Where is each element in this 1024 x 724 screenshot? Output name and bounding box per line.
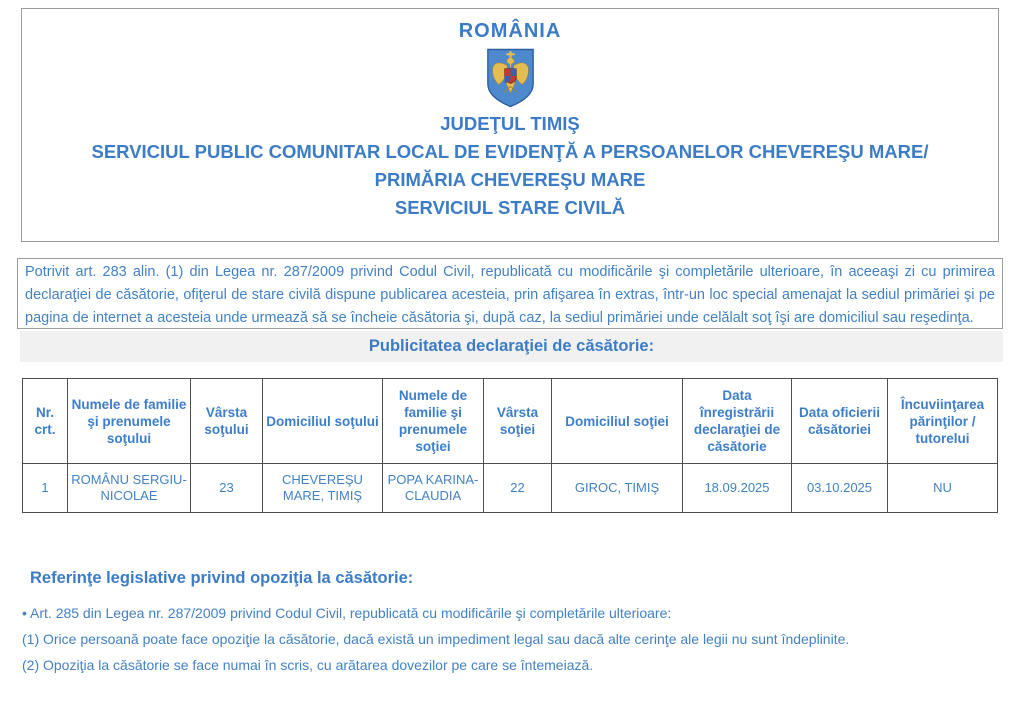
col-header-wife-age: Vârsta soţiei <box>484 379 552 464</box>
reference-item-art285: • Art. 285 din Legea nr. 287/2009 privind Codul Civil, republicată cu modificările şi completările ulterioare: <box>22 605 672 621</box>
col-header-husband-name: Numele de familie şi prenumele soţului <box>68 379 191 464</box>
header-line-service: SERVICIUL PUBLIC COMUNITAR LOCAL DE EVIDENŢĂ A PERSOANELOR CHEVEREŞU MARE/ <box>91 141 929 162</box>
country-title: ROMÂNIA <box>458 20 562 42</box>
references-list <box>22 606 849 684</box>
col-header-declaration-date: Data înregistrării declaraţiei de căsătorie <box>683 379 792 464</box>
reference-item-paragraph-2: (2) Opoziţia la căsătorie se face numai în scris, cu arătarea dovezilor pe care se întemeiază. <box>22 657 594 673</box>
romania-coat-of-arms-icon <box>22 48 998 110</box>
cell-husband-domicile: CHEVEREŞU MARE, TIMIŞ <box>263 464 383 513</box>
cell-parental-consent: NU <box>888 464 998 513</box>
col-header-nr-crt: Nr. crt. <box>23 379 68 464</box>
cell-wife-domicile: GIROC, TIMIŞ <box>552 464 683 513</box>
references-title: Referinţe legislative privind opoziţia la căsătorie: <box>30 569 414 587</box>
reference-item-paragraph-1: (1) Orice persoană poate face opoziţie la căsătorie, dacă există un impediment legal sau dacă alte cerinţe ale legii nu sunt îndeplinite. <box>22 631 850 647</box>
cell-declaration-date: 18.09.2025 <box>683 464 792 513</box>
document-header-box <box>21 8 999 242</box>
col-header-wife-name: Numele de familie şi prenumele soţiei <box>383 379 484 464</box>
cell-husband-name: ROMÂNU SERGIU-NICOLAE <box>68 464 191 513</box>
cell-wife-age: 22 <box>484 464 552 513</box>
cell-husband-age: 23 <box>191 464 263 513</box>
col-header-parental-consent: Încuviinţarea părinţilor / tutorelui <box>888 379 998 464</box>
header-line-civil-status: SERVICIUL STARE CIVILĂ <box>394 197 626 218</box>
header-line-cityhall: PRIMĂRIA CHEVEREŞU MARE <box>374 169 646 190</box>
col-header-ceremony-date: Data oficierii căsătoriei <box>792 379 888 464</box>
table-header-row <box>23 379 998 464</box>
header-line-county: JUDEŢUL TIMIŞ <box>440 113 580 134</box>
col-header-husband-domicile: Domiciliul soţului <box>263 379 383 464</box>
marriage-declaration-table <box>22 378 998 513</box>
cell-nr-crt: 1 <box>23 464 68 513</box>
table-row <box>23 464 998 513</box>
col-header-husband-age: Vârsta soţului <box>191 379 263 464</box>
section-title: Publicitatea declaraţiei de căsătorie: <box>20 331 1003 362</box>
legal-intro-paragraph: Potrivit art. 283 alin. (1) din Legea nr. 287/2009 privind Codul Civil, republicată cu modificările şi completările ulterioare, în aceeaşi zi cu primirea declaraţiei de căsătorie, ofiţerul de stare civilă dispune publicarea acesteia, prin afişarea în extras, într-un loc special amenajat la sediul primăriei şi pe pagina de internet a acesteia unde urmează să se încheie căsătoria şi, după caz, la sediul primăriei unde celălalt soţ îşi are domiciliul sau reşedinţa. <box>17 258 1003 329</box>
col-header-wife-domicile: Domiciliul soţiei <box>552 379 683 464</box>
cell-ceremony-date: 03.10.2025 <box>792 464 888 513</box>
cell-wife-name: POPA KARINA-CLAUDIA <box>383 464 484 513</box>
